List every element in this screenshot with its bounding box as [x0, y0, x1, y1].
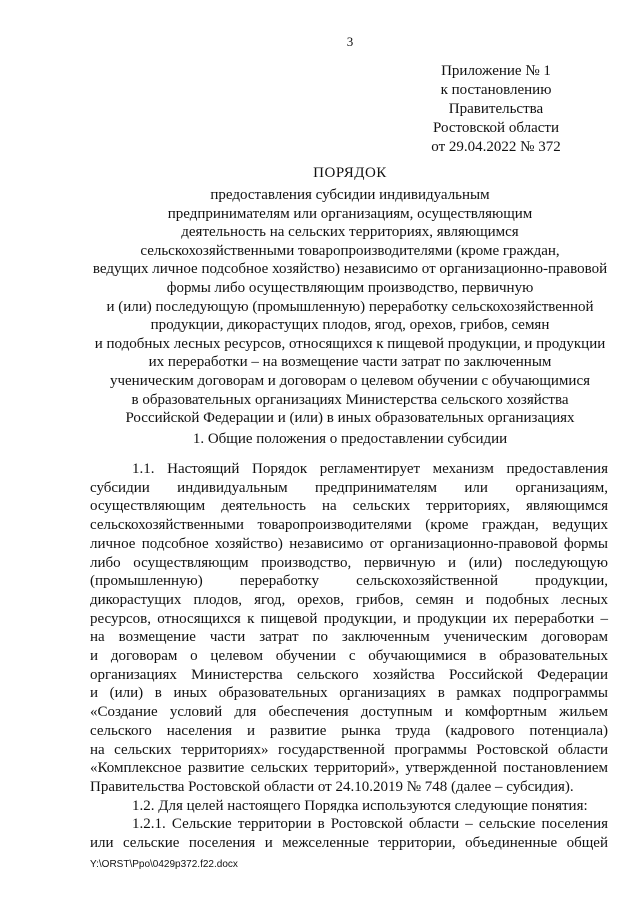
paragraph-1-1-line: сельскохозяйственными товаропроизводителями (кроме граждан, ведущих: [90, 517, 608, 534]
subtitle-line: формы либо осуществляющим производство, первичную: [166, 279, 534, 296]
subtitle-line: Российской Федерации и (или) в иных образовательных организациях: [125, 410, 575, 427]
subtitle-line: деятельность на сельских территориях, являющимся: [181, 224, 519, 241]
document-subtitle: [62, 186, 638, 428]
paragraph-1-2-1-line: или сельские поселения и межселенные территории, объединенные общей: [90, 835, 608, 852]
appendix-line: от 29.04.2022 № 372: [431, 139, 561, 155]
paragraph-1-1-line: осуществляющим деятельность на сельских территориях, являющимся: [90, 498, 608, 515]
paragraph-1-1-line: «Комплексное развитие сельских территорий», утвержденной постановлением: [90, 760, 608, 777]
footer-file-path: Y:\ORST\Ppo\0429p372.f22.docx: [90, 859, 238, 870]
subtitle-line: ведущих личное подсобное хозяйство) независимо от организационно-правовой: [92, 261, 608, 278]
subtitle-line: их переработки – на возмещение части затрат по заключенным: [148, 354, 552, 371]
appendix-reference: [406, 62, 586, 157]
subtitle-line: в образовательных организациях Министерства сельского хозяйства: [131, 391, 569, 408]
paragraph-1-1-line: (промышленную) переработку сельскохозяйственной продукции,: [90, 573, 608, 590]
subtitle-line: ученическим договорам и договорам о целевом обучении с обучающимися: [109, 372, 591, 389]
section-heading: 1. Общие положения о предоставлении субсидии: [192, 431, 508, 447]
paragraph-1-1-line: либо осуществляющим производство, первичную и (или) последующую: [90, 554, 608, 571]
subtitle-line: сельскохозяйственными товаропроизводителями (кроме граждан,: [140, 242, 560, 259]
subtitle-line: продукции, дикорастущих плодов, ягод, орехов, грибов, семян: [150, 317, 550, 334]
paragraph-1-1-line: дикорастущих плодов, ягод, орехов, грибов, семян и подобных лесных: [90, 591, 608, 608]
paragraph-1-1-line: ресурсов, относящихся к пищевой продукции, и продукции их переработки –: [90, 610, 608, 627]
appendix-line: Приложение № 1: [441, 63, 551, 79]
page-number: 3: [346, 34, 354, 49]
body-text: [90, 460, 608, 853]
paragraph-1-1-line: 1.1. Настоящий Порядок регламентирует механизм предоставления: [132, 461, 608, 477]
appendix-line: к постановлению: [440, 82, 552, 98]
paragraph-1-1-line: Правительства Ростовской области от 24.10.2019 № 748 (далее – субсидия).: [90, 778, 574, 795]
paragraph-1-2: 1.2. Для целей настоящего Порядка используются следующие понятия:: [132, 797, 588, 814]
subtitle-line: и подобных лесных ресурсов, относящихся к пищевой продукции, и продукции: [94, 335, 606, 352]
paragraph-1-1-line: и договорам о целевом обучении с обучающимися в образовательных: [90, 648, 608, 665]
appendix-line: Правительства: [448, 101, 544, 117]
paragraph-1-1-line: сельского населения и развитие рынка труда (кадрового потенциала): [90, 722, 608, 739]
paragraph-1-1-line: и (или) в иных образовательных организациях в рамках подпрограммы: [90, 685, 608, 702]
appendix-line: Ростовской области: [433, 120, 559, 136]
paragraph-1-1-line: личное подсобное хозяйство) независимо от организационно-правовой формы: [90, 535, 608, 552]
document-title: ПОРЯДОК: [313, 165, 387, 181]
paragraph-1-2-1-line: 1.2.1. Сельские территории в Ростовской области – сельские поселения: [132, 816, 608, 833]
subtitle-line: и (или) последующую (промышленную) переработку сельскохозяйственной: [106, 298, 594, 315]
subtitle-line: предоставления субсидии индивидуальным: [210, 187, 490, 203]
paragraph-1-1-line: субсидии индивидуальным предпринимателям или организациям,: [90, 479, 608, 496]
paragraph-1-1-line: «Создание условий для обеспечения доступным и комфортным жильем: [90, 704, 608, 721]
subtitle-line: предпринимателям или организациям, осуществляющим: [167, 205, 533, 222]
paragraph-1-1-line: организациях Министерства сельского хозяйства Российской Федерации: [90, 666, 608, 683]
paragraph-1-1-line: на сельских территориях» государственной программы Ростовской области: [90, 741, 608, 758]
paragraph-1-1-line: на возмещение части затрат по заключенным ученическим договорам: [90, 629, 608, 646]
